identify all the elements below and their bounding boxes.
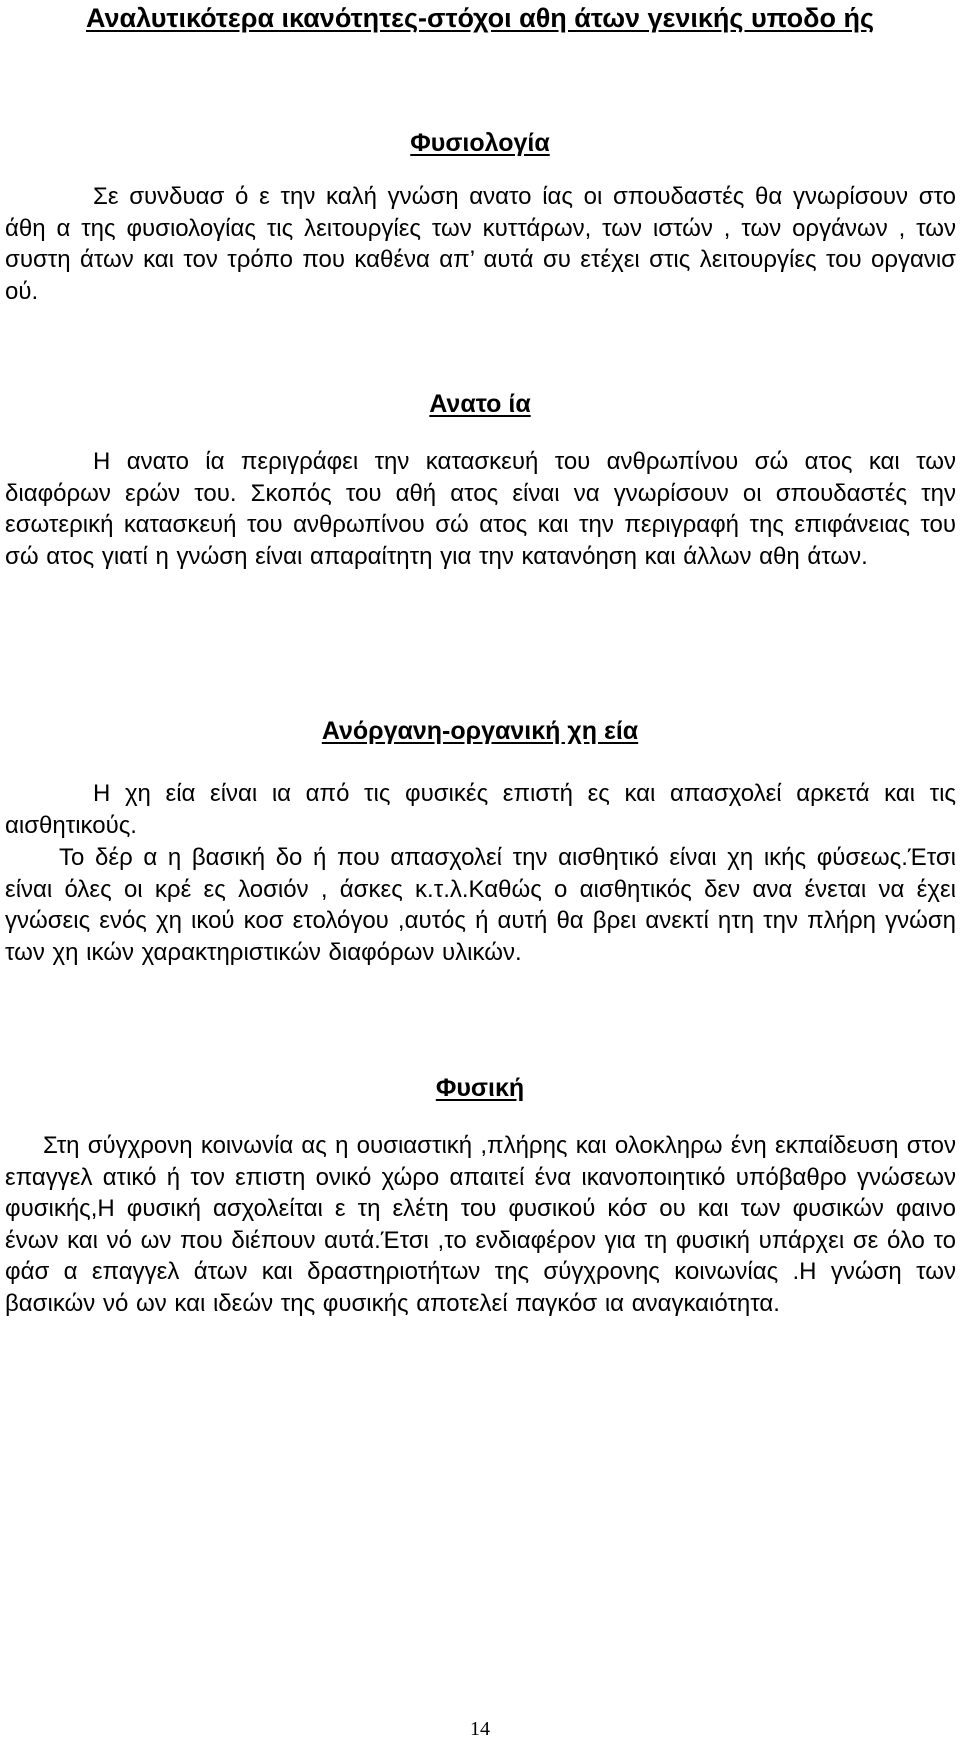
physiology-paragraph: Σε συνδυασ ό ε την καλή γνώση ανατο ίας οι σπουδαστές θα γνωρίσουν στο άθη α της φυσιολογίας τις λειτουργίες των κυττάρων, των ιστών , των οργάνων , των συστη άτων και τον τρόπο που καθένα απ’ αυτά συ ετέχει στις λειτουργίες του οργανισ ού. — [5, 183, 956, 305]
anatomy-paragraph: Η ανατο ία περιγράφει την κατασκευή του ανθρωπίνου σώ ατος και των διαφόρων ερών του. Σκοπός του αθή ατος είναι να γνωρίσουν οι σπουδαστές την εσωτερική κατασκευή του ανθρωπίνου σώ ατος και την περιγραφή της επιφάνειας του σώ ατος γιατί η γνώση είναι απαραίτητη για την κατανόηση και άλλων αθη άτων. — [5, 448, 956, 570]
section-heading-anatomy: Ανατο ία — [429, 390, 531, 418]
section-heading-physiology: Φυσιολογία — [410, 129, 550, 157]
document-title: Αναλυτικότερα ικανότητες-στόχοι αθη άτων γενικής υποδο ής — [86, 3, 874, 33]
physics-paragraph: Στη σύγχρονη κοινωνία ας η ουσιαστική ,πλήρης και ολοκληρω ένη εκπαίδευση στον επαγγελ ατικό ή τον επιστη ονικό χώρο απαιτεί ένα ικανοποιητικό υπόβαθρο γνώσεων φυσικής,Η φυσική ασχολείται ε τη ελέτη του φυσικού κόσ ου και των φυσικών φαινο ένων και νό ων που διέπουν αυτά.Έτσι ,το ενδιαφέρον για τη φυσική υπάρχει σε όλο το φάσ α επαγγελ άτων και δραστηριοτήτων της σύγχρονης κοινωνίας .Η γνώση των βασικών νό ων και ιδεών της φυσικής αποτελεί παγκόσ ια αναγκαιότητα. — [5, 1132, 956, 1317]
section-heading-physics: Φυσική — [435, 1074, 525, 1102]
chemistry-paragraph-2: Το δέρ α η βασική δο ή που απασχολεί την αισθητικό είναι χη ικής φύσεως.Έτσι είναι όλες οι κρέ ες λοσιόν , άσκες κ.τ.λ.Καθώς ο αισθητικός δεν ανα ένεται να έχει γνώσεις ενός χη ικού κοσ ετολόγου ,αυτός ή αυτή θα βρει ανεκτί ητη την πλήρη γνώση των χη ικών χαρακτηριστικών διαφόρων υλικών. — [5, 844, 956, 966]
page-number: 14 — [470, 1718, 490, 1740]
chemistry-paragraph-1: Η χη εία είναι ια από τις φυσικές επιστή ες και απασχολεί αρκετά και τις αισθητικούς. — [5, 780, 956, 839]
section-heading-chemistry: Ανόργανη-οργανική χη εία — [321, 717, 639, 745]
